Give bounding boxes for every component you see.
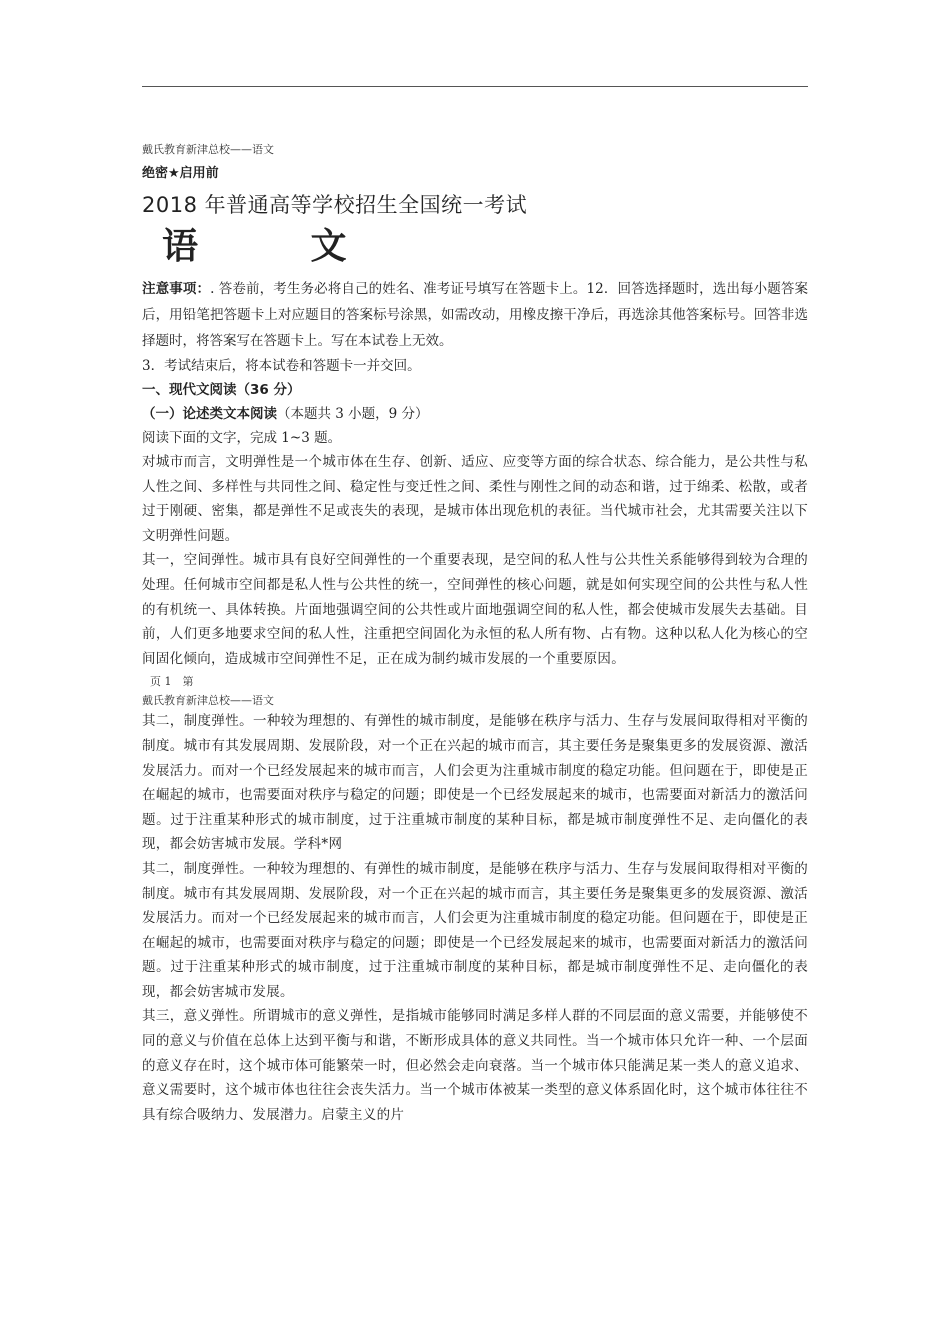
paragraph-4: 其二，制度弹性。一种较为理想的、有弹性的城市制度，是能够在秩序与活力、生存与发展间取得相对平衡的制度。城市有其发展周期、发展阶段，对一个正在兴起的城市而言，其主要任务是聚集更多的发展资源、激活发展活力。而对一个已经发展起来的城市而言，人们会更为注重城市制度的稳定功能。但问题在于，即使是正在崛起的城市，也需要面对秩序与稳定的问题；即使是一个已经发展起来的城市，也需要面对新活力的激活问题。过于注重某种形式的城市制度，过于注重城市制度的某种目标，都是城市制度弹性不足、走向僵化的表现，都会妨害城市发展。 (142, 860, 808, 1000)
section-title: 一、现代文阅读（36 分） (142, 382, 301, 398)
top-rule (142, 86, 808, 87)
school-header-2: 戴氏教育新津总校——语文 (142, 694, 274, 708)
exam-title: 2018 年普通高等学校招生全国统一考试 (142, 193, 528, 217)
page-number: 页 1 第 (150, 675, 194, 689)
reading-instruction: 阅读下面的文字，完成 1~3 题。 (142, 430, 342, 446)
notice-text-2: 3．考试结束后，将本试卷和答题卡一并交回。 (142, 358, 421, 374)
paragraph-2: 其一，空间弹性。城市具有良好空间弹性的一个重要表现，是空间的私人性与公共性关系能够得到较为合理的处理。任何城市空间都是私人性与公共性的统一，空间弹性的核心问题，就是如何实现空间的公共性与私人性的有机统一、具体转换。片面地强调空间的公共性或片面地强调空间的私人性，都会使城市发展失去基础。目前，人们更多地要求空间的私人性，注重把空间固化为永恒的私人所有物、占有物。这种以私人化为核心的空间固化倾向，造成城市空间弹性不足，正在成为制约城市发展的一个重要原因。 (142, 552, 808, 667)
paragraph-3: 其二，制度弹性。一种较为理想的、有弹性的城市制度，是能够在秩序与活力、生存与发展间取得相对平衡的制度。城市有其发展周期、发展阶段，对一个正在兴起的城市而言，其主要任务是聚集更多的发展资源、激活发展活力。而对一个已经发展起来的城市而言，人们会更为注重城市制度的稳定功能。但问题在于，即使是正在崛起的城市，也需要面对秩序与稳定的问题；即使是一个已经发展起来的城市，也需要面对新活力的激活问题。过于注重某种形式的城市制度，过于注重城市制度的某种目标，都是城市制度弹性不足、走向僵化的表现，都会妨害城市发展。学科*网 (142, 713, 808, 853)
paragraph-5: 其三，意义弹性。所谓城市的意义弹性，是指城市能够同时满足多样人群的不同层面的意义需要，并能够使不同的意义与价值在总体上达到平衡与和谐，不断形成具体的意义共同性。当一个城市体只允许一种、一个层面的意义存在时，这个城市体可能繁荣一时，但必然会走向衰落。当一个城市体只能满足某一类人的意义追求、意义需要时，这个城市体也往往会丧失活力。当一个城市体被某一类型的意义体系固化时，这个城市体往往不具有综合吸纳力、发展潜力。启蒙主义的片 (142, 1008, 808, 1123)
notice-block (142, 276, 808, 354)
notice-text-1: . 答卷前，考生务必将自己的姓名、准考证号填写在答题卡上。12．回答选择题时，选出每小题答案后，用铅笔把答题卡上对应题目的答案标号涂黑，如需改动，用橡皮擦干净后，再选涂其他答案标号。回答非选择题时，将答案写在答题卡上。写在本试卷上无效。 (142, 281, 809, 349)
subsection-title-rest: （本题共 3 小题，9 分） (277, 406, 429, 422)
subject-title: 语 文 (162, 226, 397, 267)
subsection-title-bold: （一）论述类文本阅读 (142, 406, 277, 422)
subsection-title (142, 402, 808, 426)
document-page (142, 142, 808, 1127)
paragraph-1: 对城市而言，文明弹性是一个城市体在生存、创新、适应、应变等方面的综合状态、综合能力，是公共性与私人性之间、多样性与共同性之间、稳定性与变迁性之间、柔性与刚性之间的动态和谐，过于绵柔、松散，或者过于刚硬、密集，都是弹性不足或丧失的表现，是城市体出现危机的表征。当代城市社会，尤其需要关注以下文明弹性问题。 (142, 454, 808, 544)
notice-label: 注意事项： (142, 281, 211, 297)
school-header: 戴氏教育新津总校——语文 (142, 143, 274, 156)
secret-label: 绝密★启用前 (142, 166, 219, 181)
